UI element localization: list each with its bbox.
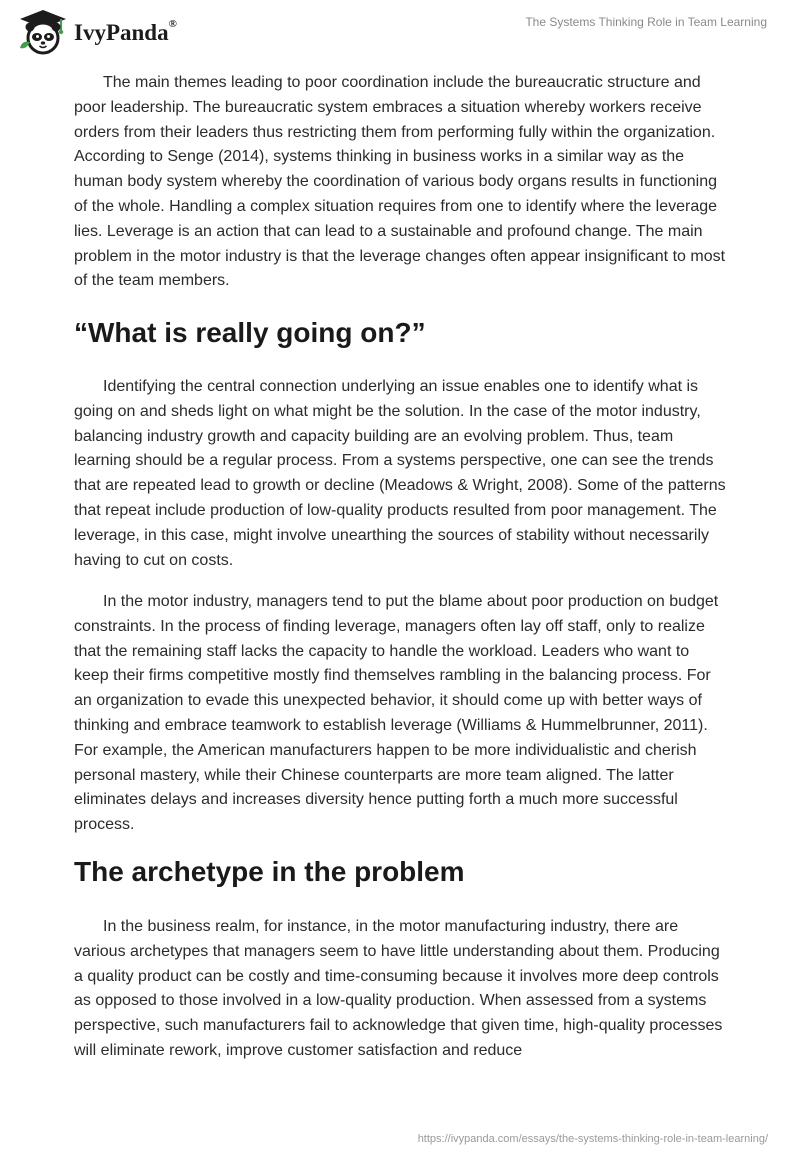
paragraph-managers: In the motor industry, managers tend to put the blame about poor production on budget constraints. In the process of finding leverage, managers often lay off staff, only to realize that the remaining staff lacks the capacity to handle the workload. Leaders who want to keep their firms competitive mostly find themselves rambling in the balancing process. For an organization to evade this unexpected behavior, it should come up with better ways of thinking and embrace teamwork to establish leverage (Williams & Hummelbrunner, 2011). For example, the American manufacturers happen to be more individualistic and cherish personal mastery, while their Chinese counterparts are more team aligned. The latter eliminates delays and increases diversity hence putting forth a much more successful process. bbox=[74, 593, 719, 834]
registered-mark: ® bbox=[168, 18, 177, 30]
brand-logo[interactable] bbox=[16, 8, 177, 56]
document-title: The Systems Thinking Role in Team Learning bbox=[525, 15, 767, 29]
paragraph-archetype: In the business realm, for instance, in the motor manufacturing industry, there are various archetypes that managers seem to have little understanding about them. Producing a quality product can be costly and time-consuming because it involves more deep controls as opposed to those involved in a low-quality production. When assessed from a systems perspective, such manufacturers fail to acknowledge that given time, high-quality processes will eliminate rework, improve customer satisfaction and reduce bbox=[74, 918, 723, 1059]
paragraph-intro: The main themes leading to poor coordination include the bureaucratic structure and poor leadership. The bureaucratic system embraces a situation whereby workers receive orders from their leaders thus restricting them from performing fully within the organization. According to Senge (2014), systems thinking in business works in a similar way as the human body system whereby the coordination of various body organs results in functioning of the whole. Handling a complex situation requires from one to identify where the leverage lies. Leverage is an action that can lead to a sustainable and profound change. The main problem in the motor industry is that the leverage changes often appear insignificant to most of the team members. bbox=[74, 74, 726, 290]
paragraph-identifying: Identifying the central connection underlying an issue enables one to identify what is going on and sheds light on what might be the solution. In the case of the motor industry, balancing industry growth and capacity building are an evolving problem. Thus, team learning should be a regular process. From a systems perspective, one can see the trends that are repeated lead to growth or decline (Meadows & Wright, 2008). Some of the patterns that repeat include production of low-quality products resulted from poor management. The leverage, in this case, might involve unearthing the sources of stability without necessarily having to cut on costs. bbox=[74, 378, 726, 569]
heading-archetype: The archetype in the problem bbox=[74, 856, 465, 887]
panda-graduate-icon bbox=[16, 8, 70, 56]
brand-name: IvyPanda® bbox=[74, 18, 177, 45]
page-header bbox=[0, 0, 800, 60]
footer-url-link[interactable]: https://ivypanda.com/essays/the-systems-thinking-role-in-team-learning/ bbox=[417, 1133, 768, 1145]
heading-what-is-going-on: “What is really going on?” bbox=[74, 317, 426, 348]
